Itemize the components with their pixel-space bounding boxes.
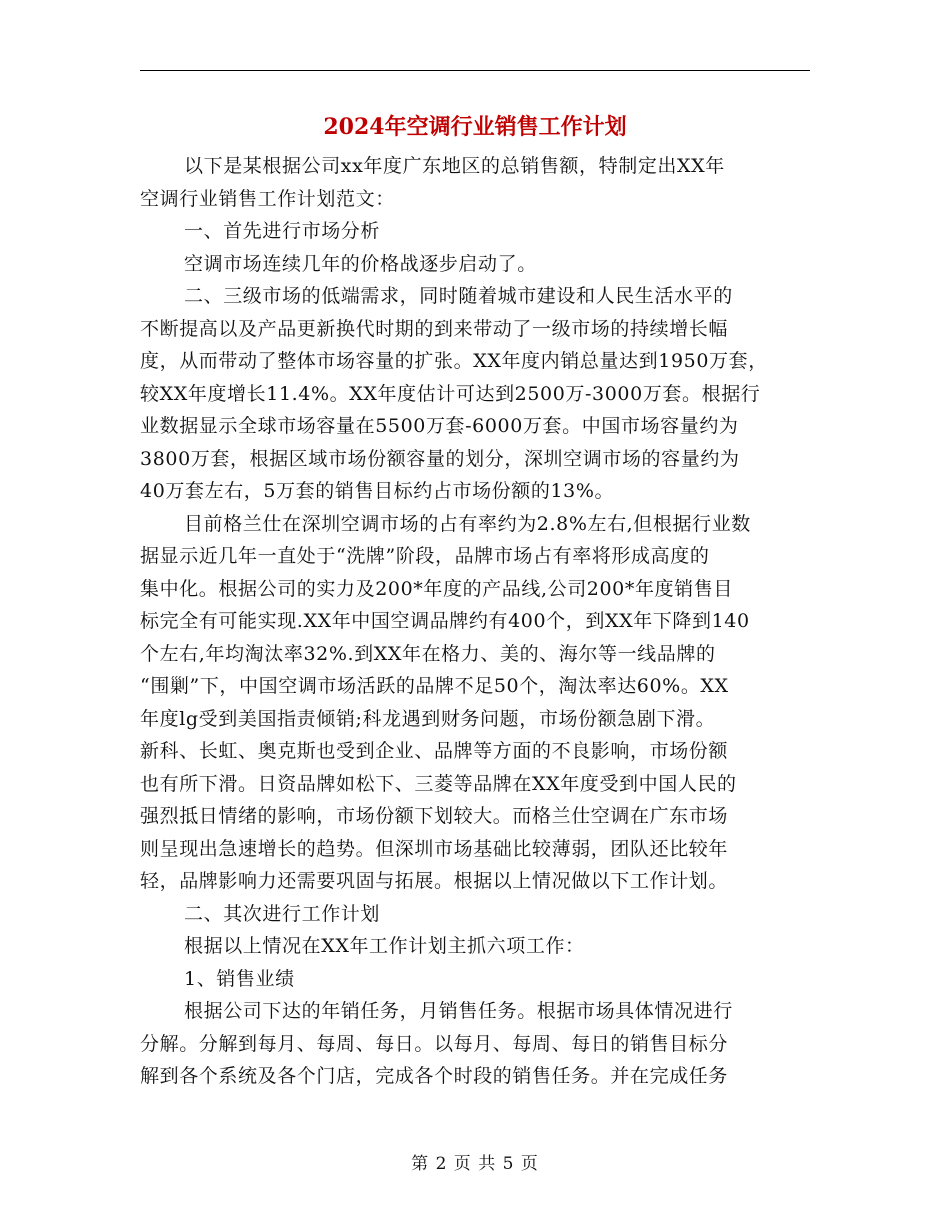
body-line: 也有所下滑。日资品牌如松下、三菱等品牌在XX年度受到中国人民的 — [140, 772, 737, 795]
document-title: 2024年空调行业销售工作计划 — [323, 114, 627, 140]
body-line: 1、销售业绩 — [184, 967, 295, 990]
body-line: 目前格兰仕在深圳空调市场的占有率约为2.8%左右,但根据行业数 — [184, 512, 751, 535]
body-line: 据显示近几年一直处于“洗牌”阶段，品牌市场占有率将形成高度的 — [140, 545, 710, 567]
body-line: 3800万套，根据区域市场份额容量的划分，深圳空调市场的容量约为 — [140, 447, 740, 470]
body-line: 空调行业销售工作计划范文： — [140, 187, 395, 210]
body-line: 个左右,年均淘汰率32%.到XX年在格力、美的、海尔等一线品牌的 — [140, 642, 716, 665]
body-line: 年度lg受到美国指责倾销;科龙遇到财务问题，市场份额急剧下滑。 — [140, 707, 716, 730]
body-line: 分解。分解到每月、每周、每日。以每月、每周、每日的销售目标分 — [140, 1032, 729, 1055]
document-body — [140, 150, 810, 1093]
body-line: “围剿”下，中国空调市场活跃的品牌不足50个，淘汰率达60%。XX — [140, 675, 729, 697]
body-line: 解到各个系统及各个门店，完成各个时段的销售任务。并在完成任务 — [140, 1065, 729, 1087]
body-line: 新科、长虹、奥克斯也受到企业、品牌等方面的不良影响，市场份额 — [140, 740, 729, 762]
body-line: 集中化。根据公司的实力及200*年度的产品线,公司200*年度销售目 — [140, 577, 733, 600]
body-line: 以下是某根据公司xx年度广东地区的总销售额，特制定出XX年 — [184, 155, 725, 177]
body-line: 则呈现出急速增长的趋势。但深圳市场基础比较薄弱，团队还比较年 — [140, 837, 729, 860]
body-line: 业数据显示全球市场容量在5500万套-6000万套。中国市场容量约为 — [140, 415, 739, 437]
body-line: 根据公司下达的年销任务，月销售任务。根据市场具体情况进行 — [184, 1000, 733, 1022]
page-number: 第 2 页 共 5 页 — [411, 1154, 539, 1174]
body-line: 二、三级市场的低端需求，同时随着城市建设和人民生活水平的 — [184, 285, 733, 307]
body-line: 强烈抵日情绪的影响，市场份额下划较大。而格兰仕空调在广东市场 — [140, 805, 729, 827]
body-line: 二、其次进行工作计划 — [184, 902, 381, 925]
header-rule — [140, 70, 810, 71]
body-line: 40万套左右，5万套的销售目标约占市场份额的13%。 — [140, 480, 615, 502]
body-line: 标完全有可能实现.XX年中国空调品牌约有400个，到XX年下降到140 — [140, 610, 750, 632]
body-line: 空调市场连续几年的价格战逐步启动了。 — [184, 252, 537, 275]
body-line: 根据以上情况在XX年工作计划主抓六项工作： — [184, 935, 585, 957]
body-line: 较XX年度增长11.4%。XX年度估计可达到2500万-3000万套。根据行 — [140, 382, 761, 405]
body-line: 一、首先进行市场分析 — [184, 220, 381, 242]
body-line: 不断提高以及产品更新换代时期的到来带动了一级市场的持续增长幅 — [140, 317, 729, 340]
body-line: 度，从而带动了整体市场容量的扩张。XX年度内销总量达到1950万套， — [140, 350, 768, 372]
body-line: 轻，品牌影响力还需要巩固与拓展。根据以上情况做以下工作计划。 — [140, 870, 729, 892]
